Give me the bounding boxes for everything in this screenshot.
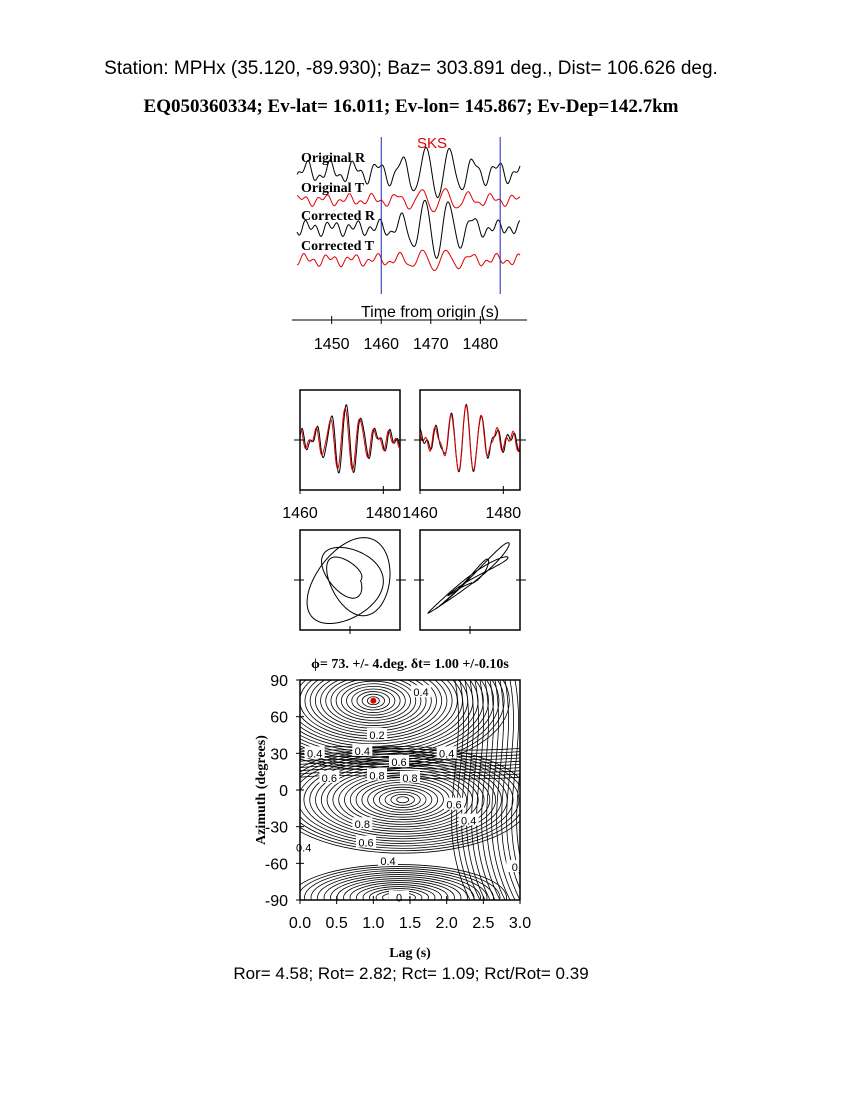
lag-tick-label: 3.0 — [508, 915, 532, 932]
contour-label: 0. — [511, 862, 521, 874]
contour-label: 0.8 — [402, 772, 418, 785]
particle-motion-box-original — [300, 530, 400, 630]
contour-band — [532, 680, 550, 900]
best-fit-marker — [370, 698, 376, 704]
lag-tick-label: 2.0 — [435, 915, 458, 932]
time-axis-ticks — [314, 316, 498, 353]
azimuth-tick-label: -60 — [264, 856, 288, 874]
contour-ring-middle — [362, 782, 444, 817]
azimuth-tick-label: 0 — [279, 783, 288, 800]
contour-label: 0.4 — [439, 748, 455, 761]
time-axis-title: Time from origin (s) — [360, 304, 500, 321]
lag-tick-label: 2.5 — [472, 915, 495, 932]
contour-label: 0.4 — [413, 687, 429, 700]
contour-band — [537, 680, 555, 900]
station-info-line: Station: MPHx (35.120, -89.930); Baz= 303.891 deg., Dist= 106.626 deg. — [104, 58, 718, 79]
contour-label: 0.6 — [321, 772, 337, 785]
contour-ring-middle — [356, 780, 449, 820]
contour-ring-middle — [391, 794, 415, 805]
event-info-line: EQ050360334; Ev-lat= 16.011; Ev-lon= 145.867; Ev-Dep=142.7km — [143, 96, 679, 117]
azimuth-tick-label: -90 — [264, 893, 288, 910]
series-label-corrected-t: Corrected T — [301, 239, 374, 254]
contour-label: 0.8 — [354, 819, 370, 832]
contour-label: 0.8 — [369, 770, 385, 783]
azimuth-tick-label: 30 — [270, 746, 288, 764]
window-tick-label: 1480 — [485, 505, 522, 522]
lag-axis-title: Lag (s) — [389, 946, 431, 961]
contour-ring-middle — [397, 797, 409, 803]
time-tick-label: 1450 — [313, 336, 350, 353]
contour-label: 0.2 — [369, 730, 385, 742]
time-tick-label: 1460 — [363, 336, 400, 353]
contour-label: 0.4 — [380, 855, 396, 868]
time-tick-label: 1470 — [413, 336, 449, 353]
azimuth-axis-ticks — [265, 673, 304, 910]
series-label-original-t: Original T — [301, 181, 365, 196]
azimuth-axis-title: Azimuth (degrees) — [254, 735, 269, 845]
series-label-original-r: Original R — [301, 151, 366, 166]
azimuth-tick-label: -30 — [264, 819, 288, 837]
contour-ring-middle — [379, 790, 426, 810]
lag-axis-ticks — [289, 896, 531, 932]
contour-label: 0.4 — [296, 842, 312, 855]
window-tick-label: 1460 — [282, 505, 318, 522]
time-tick-label: 1480 — [462, 336, 499, 353]
contour-labels — [294, 685, 527, 904]
lag-tick-label: 0.5 — [325, 915, 348, 932]
contour-label: 0.6 — [358, 837, 374, 850]
azimuth-tick-label: 60 — [270, 709, 288, 727]
lag-tick-label: 0.0 — [288, 915, 312, 932]
window-tick-label: 1480 — [365, 505, 402, 522]
contour-panel — [237, 632, 555, 961]
window-trace-corrected-t — [416, 406, 524, 471]
contour-label: 0.4 — [354, 745, 370, 758]
phase-label-sks: SKS — [416, 135, 448, 152]
contour-band — [527, 680, 545, 900]
contour-label: 0 — [395, 892, 403, 905]
contour-label: 0.6 — [391, 756, 407, 769]
contour-title: ϕ= 73. +/- 4.deg. δt= 1.00 +/-0.10s — [311, 657, 509, 672]
series-label-corrected-r: Corrected R — [301, 209, 375, 224]
particle-motion-ticks — [294, 580, 526, 634]
particle-motion-panels — [294, 530, 526, 634]
contour-ring-middle — [373, 787, 431, 812]
lag-tick-label: 1.5 — [398, 915, 422, 932]
lag-tick-label: 1.0 — [362, 915, 385, 932]
contour-label: 0.6 — [446, 799, 462, 812]
window-tick-label: 1460 — [402, 505, 438, 522]
window-trace-original-r — [296, 405, 404, 473]
particle-motion-corrected-curve — [428, 543, 509, 614]
contour-label: 0.4 — [307, 748, 323, 761]
ratios-line: Ror= 4.58; Rot= 2.82; Rct= 1.09; Rct/Rot= 0.39 — [233, 964, 589, 983]
contour-label: 0.4 — [461, 815, 477, 828]
windowed-waveform-panels — [282, 390, 526, 522]
azimuth-tick-label: 90 — [270, 673, 288, 690]
seismogram-panel — [292, 135, 527, 353]
particle-motion-original-curve — [307, 538, 390, 624]
